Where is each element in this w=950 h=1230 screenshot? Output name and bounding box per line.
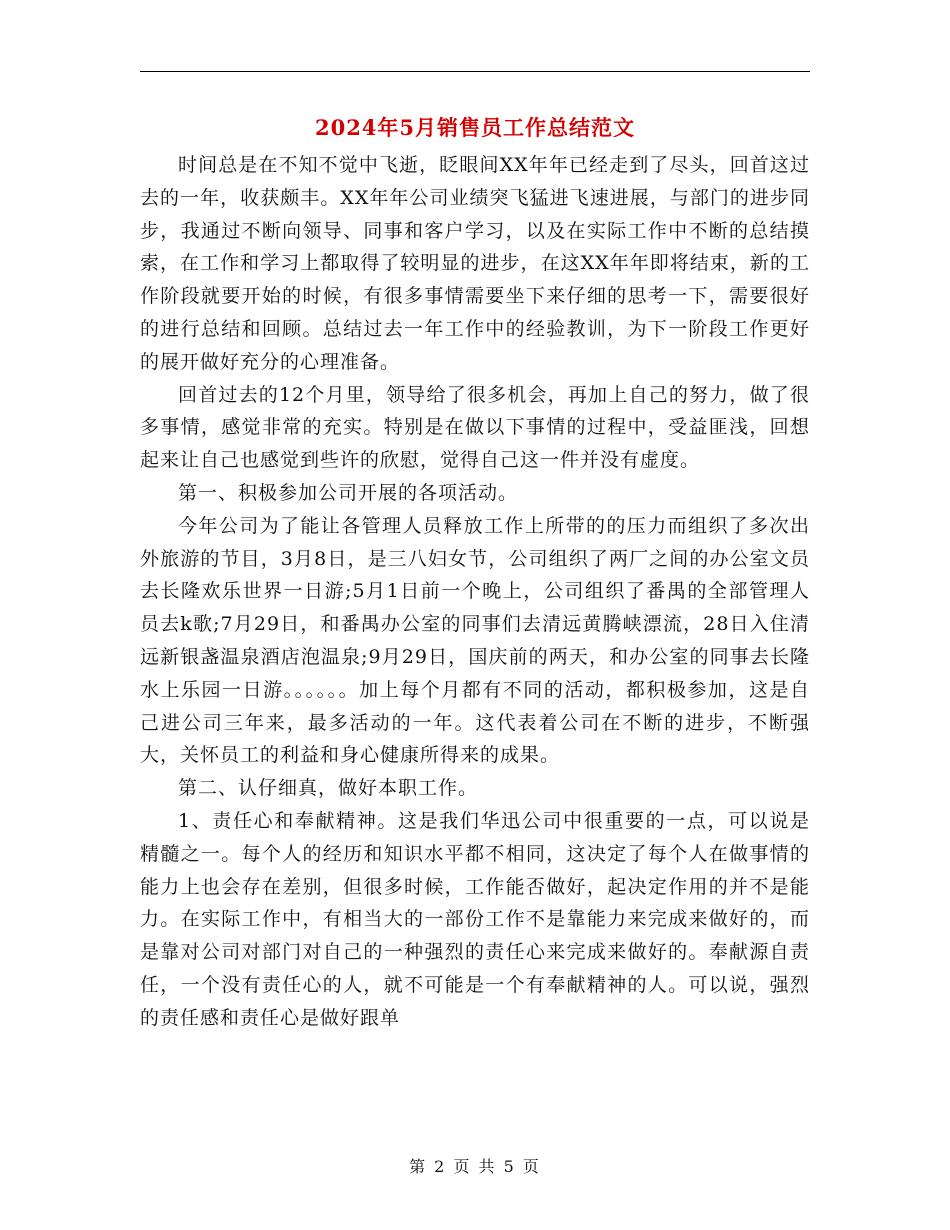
- page-number-footer: 第 2 页 共 5 页: [409, 1157, 541, 1176]
- section-heading-duties: 第二、认仔细真，做好本职工作。: [178, 777, 479, 800]
- document-title: 2024年5月销售员工作总结范文: [314, 115, 636, 140]
- paragraph-review: 回首过去的12个月里，领导给了很多机会，再加上自己的努力，做了很多事情，感觉非常的充实。特别是在做以下事情的过程中，受益匪浅，回想起来让自己也感觉到些许的欣慰，觉得自己这一件并没有虚度。: [140, 383, 810, 472]
- paragraph-responsibility: 1、责任心和奉献精神。这是我们华迅公司中很重要的一点，可以说是精髓之一。每个人的经历和知识水平都不相同，这决定了每个人在做事情的能力上也会存在差别，但很多时候，工作能否做好，起决定作用的并不是能力。在实际工作中，有相当大的一部份工作不是靠能力来完成来做好的，而是靠对公司对部门对自己的一种强烈的责任心来完成来做好的。奉献源自责任，一个没有责任心的人，就不可能是一个有奉献精神的人。可以说，强烈的责任感和责任心是做好跟单: [140, 809, 810, 1029]
- section-heading-activities: 第一、积极参加公司开展的各项活动。: [178, 481, 519, 504]
- header-rule: [140, 71, 810, 72]
- document-body: [140, 149, 810, 1035]
- paragraph-activities: 今年公司为了能让各管理人员释放工作上所带的的压力而组织了多次出外旅游的节目，3月8日，是三八妇女节，公司组织了两厂之间的办公室文员去长隆欢乐世界一日游;5月1日前一个晚上，公司组织了番禺的全部管理人员去k歌;7月29日，和番禺办公室的同事们去清远黄腾峡漂流，28日入住清远新银盏温泉酒店泡温泉;9月29日，国庆前的两天，和办公室的同事去长隆水上乐园一日游。。。。。。加上每个月都有不同的活动，都积极参加，这是自己进公司三年来，最多活动的一年。这代表着公司在不断的进步，不断强大，关怀员工的利益和身心健康所得来的成果。: [140, 514, 810, 767]
- paragraph-intro: 时间总是在不知不觉中飞逝，眨眼间XX年年已经走到了尽头，回首这过去的一年，收获颇丰。XX年年公司业绩突飞猛进飞速进展，与部门的进步同步，我通过不断向领导、同事和客户学习，以及在实际工作中不断的总结摸索，在工作和学习上都取得了较明显的进步，在这XX年年即将结束，新的工作阶段就要开始的时候，有很多事情需要坐下来仔细的思考一下，需要很好的进行总结和回顾。总结过去一年工作中的经验教训，为下一阶段工作更好的展开做好充分的心理准备。: [140, 154, 810, 373]
